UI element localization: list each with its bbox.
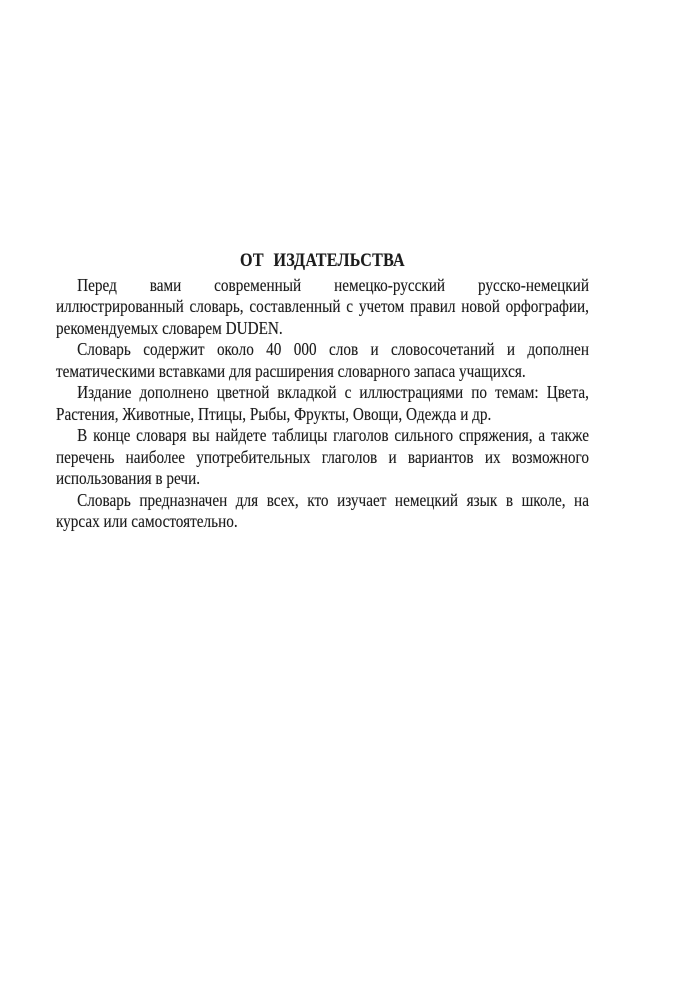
publisher-note-section [56,250,589,533]
paragraph-color-insert-themes: Издание дополнено цветной вкладкой с иллюстрациями по темам: Цвета, Растения, Животные, Птицы, Рыбы, Фрукты, Овощи, Одежда и др. [56,382,589,424]
paragraph-verb-tables: В конце словаря вы найдете таблицы глаголов сильного спряжения, а также перечень наиболее употребительных глаголов и вариантов их возможного использования в речи. [56,425,589,488]
paragraph-word-count: Словарь содержит около 40 000 слов и словосочетаний и дополнен тематическими вставками для расширения словарного запаса учащихся. [56,339,589,381]
section-heading: ОТ ИЗДАТЕЛЬСТВА [240,250,405,271]
paragraph-target-audience: Словарь предназначен для всех, кто изучает немецкий язык в школе, на курсах или самостоятельно. [56,489,589,531]
paragraph-intro-dictionary: Перед вами современный немецко-русский русско-немецкий иллюстрированный словарь, составленный с учетом правил новой орфографии, рекомендуемых словарем DUDEN. [56,274,589,338]
